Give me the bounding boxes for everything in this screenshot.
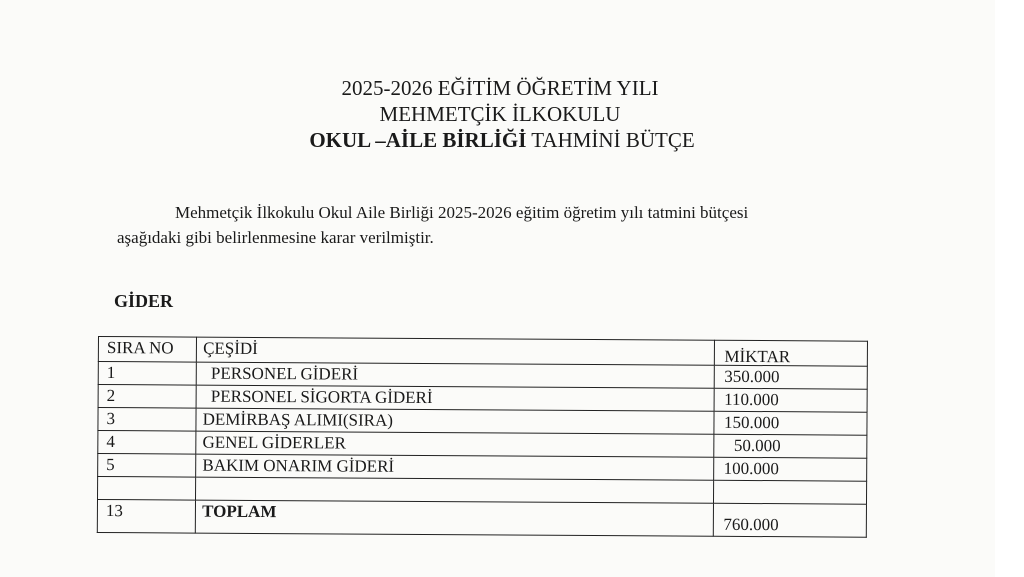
row-type: DEMİRBAŞ ALIMI(SIRA): [196, 408, 713, 434]
row-no: 2: [98, 385, 196, 409]
header-year: 2025-2026 EĞİTİM ÖĞRETİM YILI: [341, 76, 659, 100]
header-association: OKUL –AİLE BİRLİĞİ: [309, 128, 527, 152]
row-type: GENEL GİDERLER: [196, 431, 713, 457]
header-cesidi: ÇEŞİDİ: [197, 337, 714, 365]
scan-edge: [995, 0, 1024, 577]
header-sira-no: SIRA NO: [98, 337, 196, 363]
header-miktar: MİKTAR: [714, 340, 868, 366]
row-type: PERSONEL SİGORTA GİDERİ: [196, 385, 713, 411]
budget-table: [97, 336, 868, 538]
table-total-row: [97, 500, 866, 538]
row-amount: [713, 480, 867, 504]
row-no: 1: [98, 362, 196, 386]
row-type: PERSONEL GİDERİ: [196, 362, 713, 388]
total-label: TOPLAM: [195, 500, 713, 536]
total-amount: 760.000: [713, 503, 867, 537]
header-budget-label: TAHMİNİ BÜTÇE: [526, 128, 695, 152]
row-type: [196, 477, 713, 503]
row-amount: 350.000: [714, 365, 868, 389]
row-no: 5: [98, 454, 196, 478]
intro-line-2: aşağıdaki gibi belirlenmesine karar verilmiştir.: [117, 228, 434, 247]
header-school: MEHMETÇİK İLKOKULU: [379, 102, 621, 126]
intro-line-1: Mehmetçik İlkokulu Okul Aile Birliği 2025-2026 eğitim öğretim yılı tatmini bütçesi: [175, 203, 749, 222]
row-no: [98, 477, 196, 501]
total-no: 13: [97, 500, 195, 534]
row-type: BAKIM ONARIM GİDERİ: [196, 454, 713, 480]
row-no: 4: [98, 431, 196, 455]
row-amount: 110.000: [714, 388, 868, 412]
row-amount: 150.000: [713, 411, 867, 435]
section-title: GİDER: [114, 291, 174, 311]
row-no: 3: [98, 408, 196, 432]
row-amount: 50.000: [713, 434, 867, 458]
header-budget-title: [282, 128, 722, 152]
row-amount: 100.000: [713, 457, 867, 481]
